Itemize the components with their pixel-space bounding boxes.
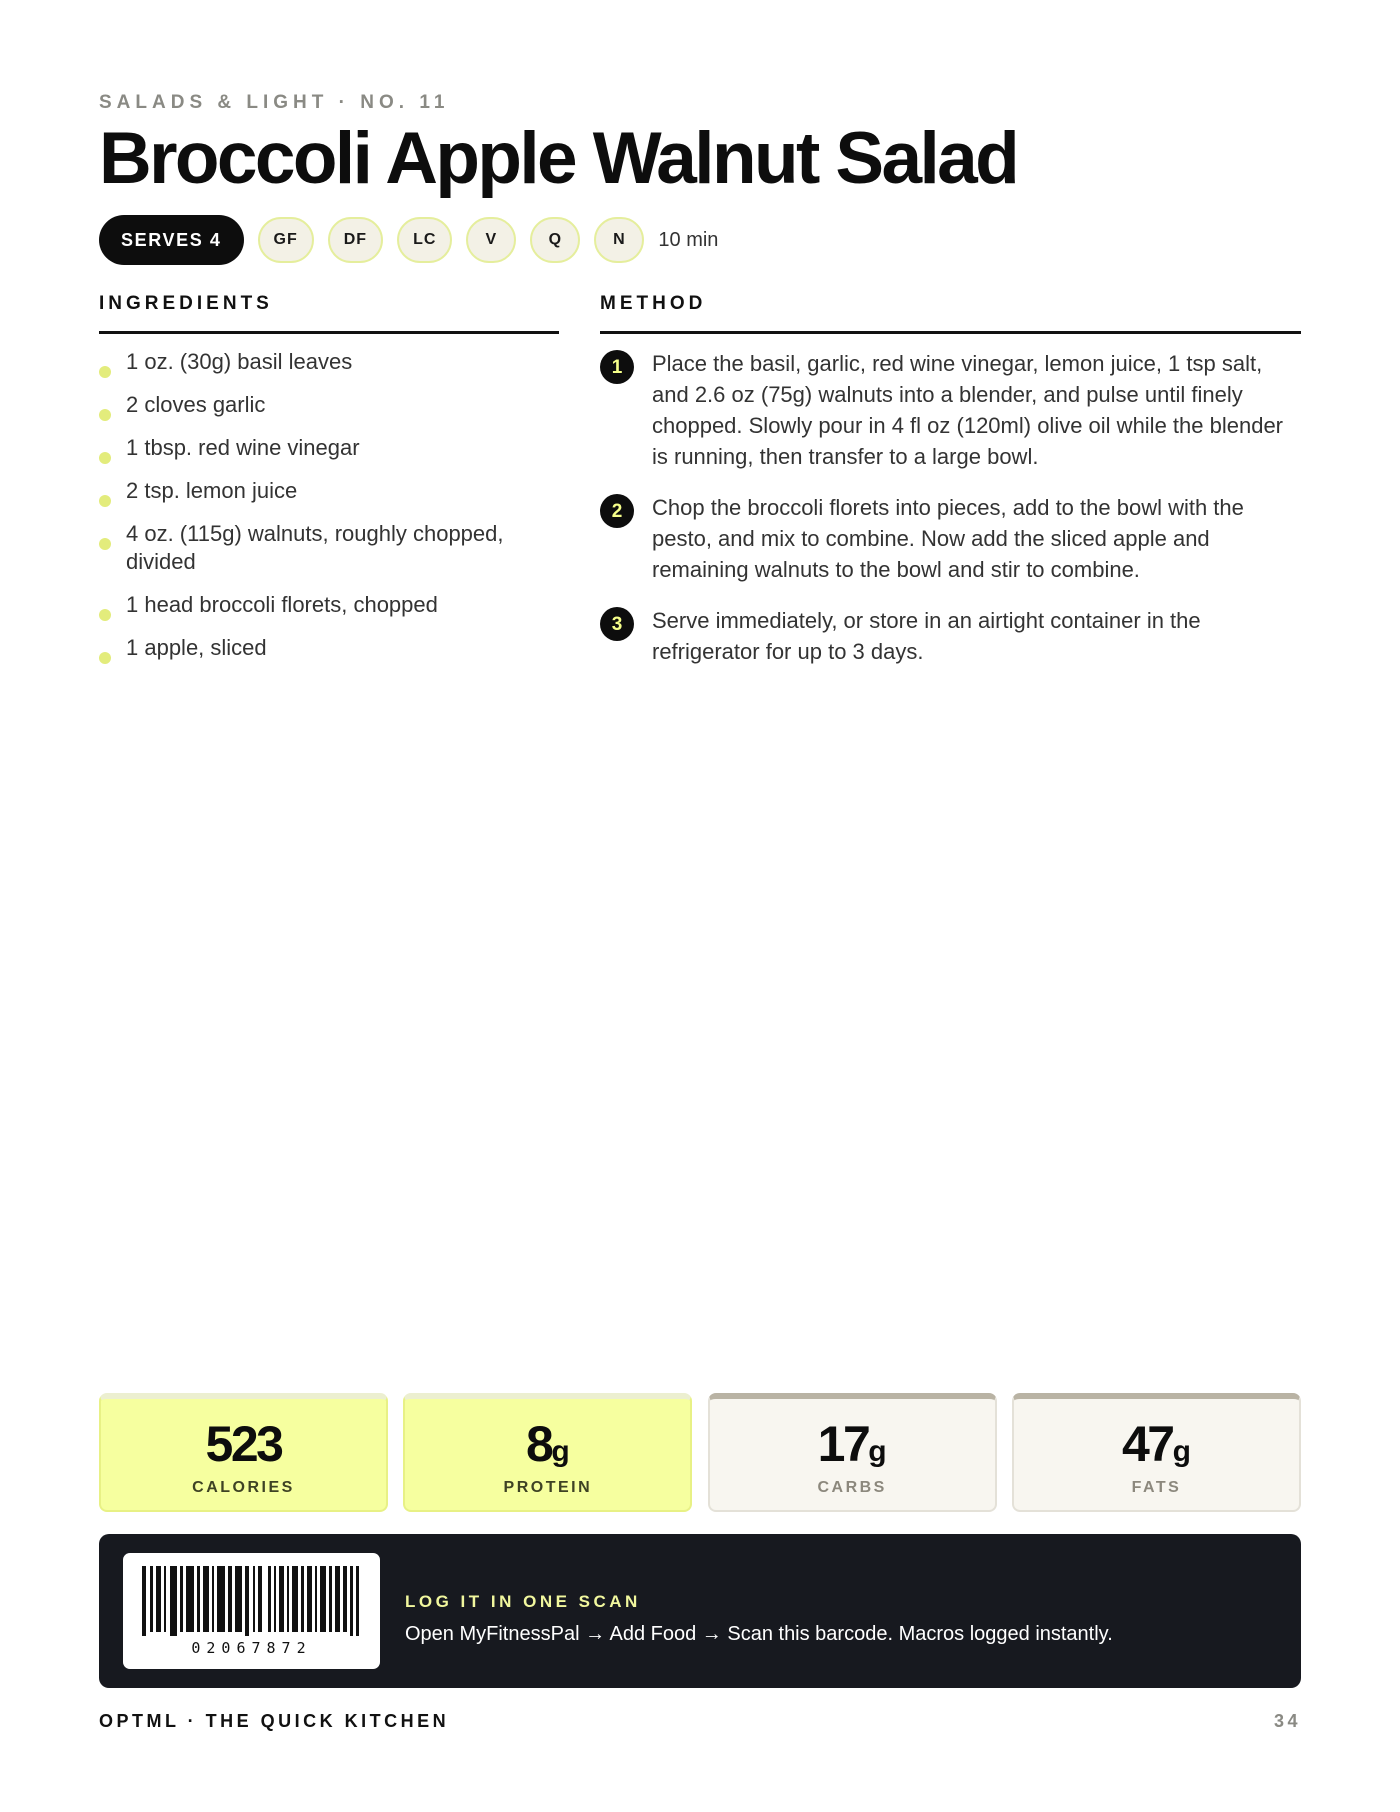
ingredient-text: 4 oz. (115g) walnuts, roughly chopped, divided [126,521,504,574]
ingredient-text: 1 oz. (30g) basil leaves [126,349,353,374]
bullet-dot [99,609,111,621]
diet-tag-df: DF [328,217,383,263]
ingredients-heading: INGREDIENTS [99,293,273,314]
diet-tag-n: N [594,217,644,263]
step-number: 3 [600,607,634,641]
ingredient-item [99,348,559,376]
ingredient-item [99,477,559,505]
serves-badge: SERVES 4 [99,215,244,265]
diet-tag-v: V [466,217,516,263]
ingredient-text: 1 apple, sliced [126,635,267,660]
diet-tag-gf: GF [258,217,314,263]
macro-label: FATS [1131,1479,1182,1496]
diet-tag-lc: LC [397,217,452,263]
macro-label: CALORIES [192,1479,295,1496]
macro-value: 17g [817,1416,887,1472]
step-number: 2 [600,494,634,528]
method-step [600,605,1301,667]
ingredient-item [99,520,559,576]
step-text: Chop the broccoli florets into pieces, add to the bowl with the pesto, and mix to combine. Now add the sliced apple and remaining walnuts to the bowl and stir to combine. [652,495,1244,582]
ingredient-text: 2 cloves garlic [126,392,266,417]
method-heading: METHOD [600,293,707,314]
macro-cards [99,1393,1301,1512]
macro-label: CARBS [817,1479,887,1496]
barcode-bars-icon [142,1566,361,1636]
macro-value: 47g [1122,1416,1191,1472]
footer-book-title: OPTML · THE QUICK KITCHEN [99,1711,450,1731]
page-title: Broccoli Apple Walnut Salad [99,118,1018,199]
scan-instructions: Open MyFitnessPal → Add Food → Scan this barcode. Macros logged instantly. [405,1623,1113,1645]
page-number: 34 [1273,1711,1301,1731]
macro-label: PROTEIN [503,1479,593,1496]
ingredient-text: 1 head broccoli florets, chopped [126,592,438,617]
method-divider [600,331,1301,334]
ingredient-text: 2 tsp. lemon juice [126,478,298,503]
bullet-dot [99,495,111,507]
ingredient-item [99,391,559,419]
ingredients-divider [99,331,559,334]
bullet-dot [99,538,111,550]
recipe-page [99,0,1301,1812]
macro-value: 523 [205,1416,282,1472]
step-text: Serve immediately, or store in an airtight container in the refrigerator for up to 3 days. [652,608,1201,664]
bullet-dot [99,652,111,664]
step-number: 1 [600,350,634,384]
section-kicker: SALADS & LIGHT · NO. 11 [99,92,450,113]
ingredient-text: 1 tbsp. red wine vinegar [126,435,360,460]
method-step [600,348,1301,472]
barcode[interactable] [123,1553,380,1669]
macro-card-calories [99,1393,388,1512]
bullet-dot [99,409,111,421]
macro-card-carbs [708,1393,997,1512]
method-step [600,492,1301,585]
bullet-dot [99,366,111,378]
diet-tag-q: Q [530,217,580,263]
bullet-dot [99,452,111,464]
macro-card-fats [1012,1393,1301,1512]
macro-card-protein [403,1393,692,1512]
macro-value: 8g [526,1416,570,1472]
scan-banner [99,1534,1301,1688]
ingredient-item [99,634,559,662]
ingredients-list [99,348,559,677]
ingredient-item [99,591,559,619]
step-text: Place the basil, garlic, red wine vinegar, lemon juice, 1 tsp salt, and 2.6 oz (75g) walnuts into a blender, and pulse until finely chopped. Slowly pour in 4 fl oz (120ml) olive oil while the blender is running, then transfer to a large bowl. [652,351,1284,469]
ingredient-item [99,434,559,462]
scan-title: LOG IT IN ONE SCAN [405,1592,641,1611]
method-steps [600,348,1301,687]
prep-time: 10 min [658,228,719,251]
tag-row [99,215,718,265]
barcode-number: 02067872 [191,1639,312,1657]
